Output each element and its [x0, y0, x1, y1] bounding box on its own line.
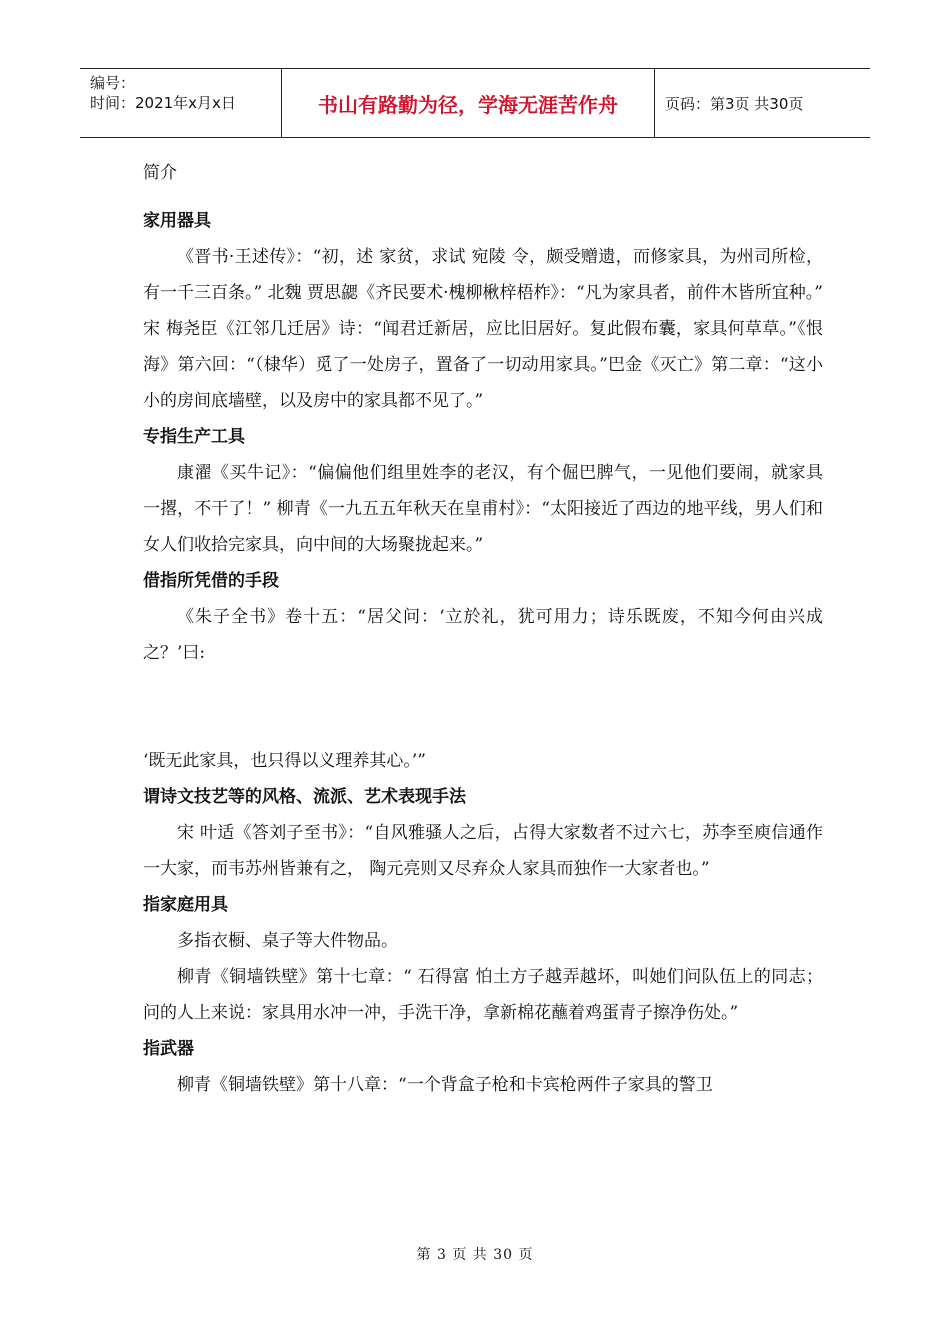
paragraph: 多指衣橱、桌子等大件物品。: [177, 931, 398, 951]
paragraph: 《晋书·王述传》：“初，述 家贫，求试 宛陵 令，颇受赠遗，而修家具，为州司所检，有一千三百条。” 北魏 贾思勰《齐民要术·槐柳楸梓梧柞》：“凡为家具者，前件木皆所宜种。” 宋 梅尧臣《江邻几迁居》诗：“闻君迁新居，应比旧居好。复此假布囊，家具何草草。”《恨海》第六回：“（棣华）觅了一处房子，置备了一切动用家具。”巴金《灭亡》第二章：“这小小的房间底墙壁，以及房中的家具都不见了。”: [143, 247, 823, 411]
paragraph: ‘既无此家具，也只得以义理养其心。’”: [143, 751, 426, 771]
page-footer: 第 3 页 共 30 页: [416, 1247, 534, 1263]
paragraph: 柳青《铜墙铁壁》第十八章：“一个背盒子枪和卡宾枪两件子家具的警卫: [177, 1075, 713, 1095]
spacer: [143, 671, 823, 743]
document-body: [143, 155, 823, 1103]
section-heading-means: 借指所凭借的手段: [143, 571, 279, 591]
header-meta: [80, 69, 282, 137]
page-header: [80, 68, 870, 138]
intro-label: 简介: [143, 163, 177, 183]
number-label: 编号：: [90, 74, 136, 92]
paragraph: 柳青《铜墙铁壁》第十七章：“ 石得富 怕土方子越弄越坏，叫她们问队伍上的同志；问的人上来说：家具用水冲一冲，手洗干净，拿新棉花蘸着鸡蛋青子擦净伤处。”: [143, 967, 823, 1023]
section-heading-style: 谓诗文技艺等的风格、流派、艺术表现手法: [143, 787, 466, 807]
date-label: 时间：2021年x月x日: [90, 94, 236, 112]
section-heading-tools: 专指生产工具: [143, 427, 245, 447]
paragraph: 康濯《买牛记》：“偏偏他们组里姓李的老汉，有个倔巴脾气，一见他们要闹，就家具一撂，不干了！” 柳青《一九五五年秋天在皇甫村》：“太阳接近了西边的地平线，男人们和女人们收拾完家具，向中间的大场聚拢起来。”: [143, 463, 823, 555]
section-heading-weapons: 指武器: [143, 1039, 194, 1059]
header-page-code: 页码：第3页 共30页: [665, 94, 804, 113]
section-heading-home-utensils: 指家庭用具: [143, 895, 228, 915]
paragraph: 《朱子全书》卷十五：“居父问：‘立於礼，犹可用力；诗乐既废，不知今何由兴成之？’曰:: [143, 607, 823, 663]
header-motto: 书山有路勤为径，学海无涯苦作舟: [282, 69, 655, 137]
section-heading-household: 家用器具: [143, 211, 211, 231]
paragraph: 宋 叶适《答刘子至书》：“自风雅骚人之后，占得大家数者不过六七，苏李至庾信通作一大家，而韦苏州皆兼有之， 陶元亮则又尽弃众人家具而独作一大家者也。”: [143, 823, 823, 879]
